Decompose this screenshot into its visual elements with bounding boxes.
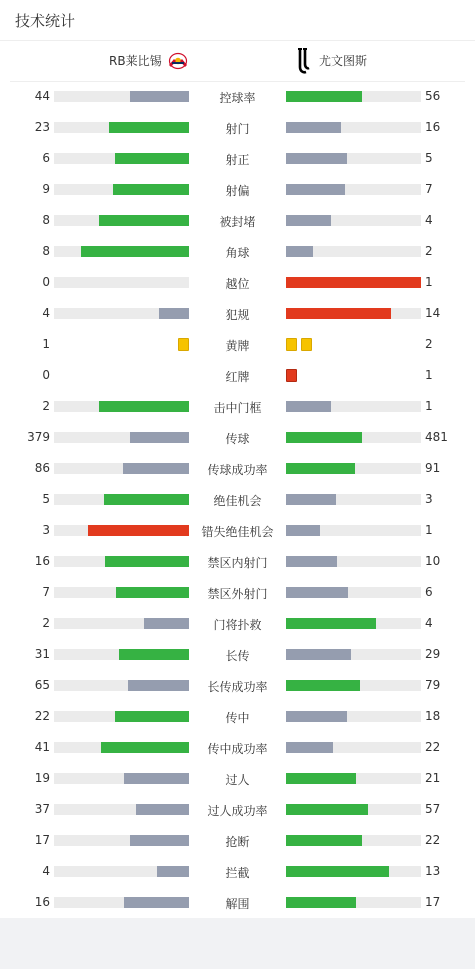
away-value: 4 [425,213,433,227]
home-bar-track [54,91,189,102]
away-bar-track [286,587,421,598]
home-bar-fill [115,153,189,164]
home-value: 41 [34,740,50,754]
away-value: 6 [425,585,433,599]
home-value: 8 [42,244,50,258]
away-value: 2 [425,244,433,258]
stat-label: 错失绝佳机会 [201,525,274,539]
home-bar-fill [130,91,189,102]
home-bar-track [54,401,189,412]
away-bar-track [286,835,421,846]
red-card-icon [286,369,297,382]
stat-row [0,82,475,113]
home-bar-track [54,773,189,784]
stat-label: 射偏 [225,184,250,198]
home-value: 16 [34,554,50,568]
away-bar-fill [286,618,376,629]
away-value: 56 [425,89,441,103]
stat-label: 绝佳机会 [213,494,262,508]
home-bar-fill [88,525,189,536]
away-bar-track [286,153,421,164]
home-value: 44 [34,89,50,103]
home-bar-track [54,525,189,536]
stat-label: 抢断 [225,835,250,849]
away-bar-fill [286,866,389,877]
stat-label: 传球 [225,432,250,446]
home-bar-track [54,494,189,505]
home-value: 379 [27,430,50,444]
rb-leipzig-logo-icon [168,52,188,70]
home-value: 16 [34,895,50,909]
away-bar-fill [286,680,360,691]
home-bar-fill [99,401,189,412]
home-value: 2 [42,616,50,630]
home-bar-track [54,649,189,660]
away-bar-track [286,711,421,722]
away-bar-fill [286,897,356,908]
stat-label: 控球率 [219,91,256,105]
away-bar-track [286,401,421,412]
home-value: 22 [34,709,50,723]
home-value: 2 [42,399,50,413]
stat-row [0,733,475,764]
stat-row [0,764,475,795]
stat-row [0,702,475,733]
stat-row [0,826,475,857]
stat-label: 过人 [225,773,250,787]
away-bar-track [286,680,421,691]
away-bar-fill [286,246,313,257]
home-value: 19 [34,771,50,785]
home-bar-fill [124,773,189,784]
away-bar-track [286,215,421,226]
away-value: 481 [425,430,448,444]
stat-label: 禁区内射门 [207,556,268,570]
home-value: 65 [34,678,50,692]
away-bar-track [286,525,421,536]
home-value: 8 [42,213,50,227]
home-value: 7 [42,585,50,599]
away-value: 91 [425,461,441,475]
home-bar-track [54,184,189,195]
away-bar-fill [286,91,362,102]
yellow-card-icon [286,338,297,351]
home-bar-fill [115,711,189,722]
stat-label: 角球 [225,246,250,260]
home-bar-track [54,122,189,133]
away-bar-fill [286,556,337,567]
home-value: 1 [42,337,50,351]
home-value: 31 [34,647,50,661]
home-bar-fill [130,432,189,443]
home-bar-track [54,215,189,226]
home-bar-track [54,742,189,753]
teams-header [0,41,475,81]
stat-label: 门将扑救 [213,618,262,632]
yellow-card-icon [178,338,189,351]
away-bar-track [286,432,421,443]
stat-label: 犯规 [225,308,250,322]
stat-row [0,795,475,826]
juventus-logo-icon [296,47,312,75]
stat-row [0,671,475,702]
stat-row [0,144,475,175]
stat-label: 传中 [225,711,250,725]
stat-row [0,268,475,299]
away-value: 16 [425,120,441,134]
home-bar-track [54,308,189,319]
away-bar-fill [286,184,345,195]
home-value: 86 [34,461,50,475]
away-bar-fill [286,711,347,722]
home-team-name: RB莱比锡 [109,54,162,68]
away-value: 1 [425,275,433,289]
away-bar-track [286,308,421,319]
away-bar-track [286,122,421,133]
away-bar-fill [286,153,347,164]
home-bar-fill [144,618,189,629]
stat-label: 击中门框 [213,401,262,415]
away-bar-fill [286,401,331,412]
home-bar-fill [81,246,189,257]
home-bar-fill [124,897,189,908]
home-bar-fill [99,215,189,226]
away-value: 21 [425,771,441,785]
home-bar-track [54,804,189,815]
away-bar-track [286,556,421,567]
home-bar-track [54,153,189,164]
stat-label: 禁区外射门 [207,587,268,601]
home-bar-track [54,835,189,846]
away-value: 57 [425,802,441,816]
away-value: 4 [425,616,433,630]
away-bar-track [286,91,421,102]
stat-row [0,485,475,516]
away-bar-fill [286,122,341,133]
home-value: 0 [42,368,50,382]
stat-row [0,454,475,485]
stat-row [0,175,475,206]
home-bar-fill [104,494,189,505]
away-bar-fill [286,804,368,815]
away-bar-fill [286,432,362,443]
away-value: 22 [425,833,441,847]
away-bar-fill [286,277,421,288]
home-bar-fill [113,184,189,195]
stat-label: 红牌 [225,370,250,384]
away-bar-fill [286,525,320,536]
stat-row [0,330,475,361]
stat-row [0,113,475,144]
home-bar-track [54,587,189,598]
stat-row [0,299,475,330]
away-value: 1 [425,399,433,413]
away-bar-fill [286,649,351,660]
away-bar-track [286,742,421,753]
stat-label: 射正 [225,153,250,167]
away-value: 1 [425,368,433,382]
away-value: 3 [425,492,433,506]
away-bar-track [286,277,421,288]
away-value: 17 [425,895,441,909]
home-bar-fill [157,866,189,877]
stat-row [0,547,475,578]
home-bar-fill [123,463,189,474]
away-bar-track [286,773,421,784]
away-cards [286,369,301,382]
home-value: 23 [34,120,50,134]
home-bar-track [54,556,189,567]
stat-row [0,392,475,423]
home-value: 37 [34,802,50,816]
away-bar-track [286,246,421,257]
away-bar-fill [286,587,348,598]
home-bar-fill [159,308,189,319]
home-value: 0 [42,275,50,289]
away-bar-track [286,618,421,629]
away-bar-fill [286,494,336,505]
home-value: 3 [42,523,50,537]
stat-label: 越位 [225,277,250,291]
away-bar-fill [286,215,331,226]
home-bar-track [54,711,189,722]
away-bar-track [286,494,421,505]
yellow-card-icon [301,338,312,351]
away-bar-fill [286,463,355,474]
home-bar-track [54,897,189,908]
section-title: 技术统计 [15,12,76,30]
away-bar-track [286,804,421,815]
home-value: 17 [34,833,50,847]
home-bar-fill [105,556,189,567]
away-value: 1 [425,523,433,537]
stat-label: 黄牌 [225,339,250,353]
home-value: 6 [42,151,50,165]
away-bar-fill [286,773,356,784]
away-value: 79 [425,678,441,692]
home-bar-track [54,618,189,629]
stat-row [0,888,475,919]
away-bar-fill [286,308,391,319]
home-value: 9 [42,182,50,196]
home-bar-fill [136,804,189,815]
home-bar-track [54,432,189,443]
home-value: 5 [42,492,50,506]
away-bar-track [286,463,421,474]
away-bar-track [286,184,421,195]
away-bar-fill [286,742,333,753]
away-value: 18 [425,709,441,723]
stat-row [0,609,475,640]
home-cards [174,338,189,351]
stat-row [0,237,475,268]
home-bar-track [54,277,189,288]
home-bar-track [54,866,189,877]
home-bar-fill [119,649,189,660]
home-bar-fill [128,680,189,691]
stat-row [0,206,475,237]
away-value: 7 [425,182,433,196]
stat-row [0,640,475,671]
stat-label: 传中成功率 [207,742,268,756]
home-bar-track [54,680,189,691]
away-value: 5 [425,151,433,165]
stat-row [0,516,475,547]
stat-label: 被封堵 [219,215,256,229]
stat-label: 长传 [225,649,250,663]
away-bar-track [286,866,421,877]
stat-row [0,423,475,454]
stat-label: 长传成功率 [207,680,268,694]
stat-label: 传球成功率 [207,463,268,477]
away-bar-track [286,897,421,908]
home-bar-fill [116,587,189,598]
home-value: 4 [42,864,50,878]
home-bar-fill [101,742,189,753]
away-value: 22 [425,740,441,754]
stat-label: 拦截 [225,866,250,880]
stat-label: 过人成功率 [207,804,268,818]
home-bar-track [54,463,189,474]
away-team-name: 尤文图斯 [319,54,368,68]
away-bar-fill [286,835,362,846]
stat-row [0,361,475,392]
stat-row [0,578,475,609]
home-bar-fill [109,122,189,133]
away-cards [286,338,316,351]
stat-row [0,857,475,888]
away-value: 29 [425,647,441,661]
stat-label: 射门 [225,122,250,136]
away-value: 2 [425,337,433,351]
home-bar-track [54,246,189,257]
stat-label: 解围 [225,897,250,911]
away-value: 10 [425,554,441,568]
home-bar-fill [130,835,189,846]
away-value: 14 [425,306,441,320]
away-bar-track [286,649,421,660]
home-value: 4 [42,306,50,320]
away-value: 13 [425,864,441,878]
